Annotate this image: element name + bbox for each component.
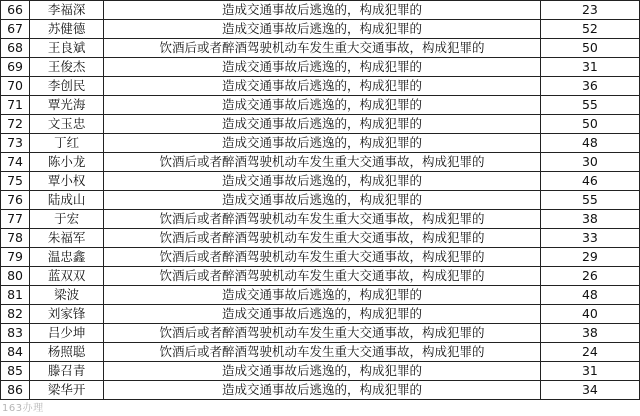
offense-cell: 造成交通事故后逃逸的，构成犯罪的 xyxy=(104,1,541,20)
table-row xyxy=(1,1,640,20)
offense-cell: 造成交通事故后逃逸的，构成犯罪的 xyxy=(104,115,541,134)
offense-cell: 饮酒后或者醉酒驾驶机动车发生重大交通事故，构成犯罪的 xyxy=(104,229,541,248)
table-row xyxy=(1,58,640,77)
age-cell: 29 xyxy=(540,248,639,267)
age-cell: 24 xyxy=(540,343,639,362)
age-cell: 31 xyxy=(540,362,639,381)
age-cell: 52 xyxy=(540,20,639,39)
name-cell: 蓝双双 xyxy=(30,267,104,286)
name-cell: 丁红 xyxy=(30,134,104,153)
row-number-cell: 69 xyxy=(1,58,30,77)
offense-cell: 饮酒后或者醉酒驾驶机动车发生重大交通事故，构成犯罪的 xyxy=(104,343,541,362)
name-cell: 滕召青 xyxy=(30,362,104,381)
table-row xyxy=(1,39,640,58)
row-number-cell: 86 xyxy=(1,381,30,400)
table-row xyxy=(1,172,640,191)
age-cell: 48 xyxy=(540,286,639,305)
offense-cell: 造成交通事故后逃逸的，构成犯罪的 xyxy=(104,362,541,381)
age-cell: 55 xyxy=(540,191,639,210)
table-row xyxy=(1,324,640,343)
row-number-cell: 66 xyxy=(1,1,30,20)
row-number-cell: 80 xyxy=(1,267,30,286)
row-number-cell: 70 xyxy=(1,77,30,96)
name-cell: 覃光海 xyxy=(30,96,104,115)
table-row xyxy=(1,229,640,248)
table-row xyxy=(1,267,640,286)
age-cell: 38 xyxy=(540,210,639,229)
table-row xyxy=(1,381,640,400)
age-cell: 48 xyxy=(540,134,639,153)
name-cell: 杨照聪 xyxy=(30,343,104,362)
table-row xyxy=(1,305,640,324)
name-cell: 陆成山 xyxy=(30,191,104,210)
table-row xyxy=(1,77,640,96)
row-number-cell: 81 xyxy=(1,286,30,305)
age-cell: 30 xyxy=(540,153,639,172)
offense-cell: 饮酒后或者醉酒驾驶机动车发生重大交通事故，构成犯罪的 xyxy=(104,248,541,267)
name-cell: 苏健德 xyxy=(30,20,104,39)
row-number-cell: 72 xyxy=(1,115,30,134)
table-row xyxy=(1,248,640,267)
offender-table-body xyxy=(1,0,640,400)
offense-cell: 造成交通事故后逃逸的，构成犯罪的 xyxy=(104,381,541,400)
age-cell: 55 xyxy=(540,96,639,115)
name-cell: 王俊杰 xyxy=(30,58,104,77)
age-cell: 50 xyxy=(540,39,639,58)
name-cell: 梁波 xyxy=(30,286,104,305)
offense-cell: 造成交通事故后逃逸的，构成犯罪的 xyxy=(104,20,541,39)
row-number-cell: 74 xyxy=(1,153,30,172)
table-row xyxy=(1,20,640,39)
name-cell: 朱福军 xyxy=(30,229,104,248)
name-cell: 梁华开 xyxy=(30,381,104,400)
table-row xyxy=(1,286,640,305)
offense-cell: 造成交通事故后逃逸的，构成犯罪的 xyxy=(104,305,541,324)
age-cell: 50 xyxy=(540,115,639,134)
table-row xyxy=(1,343,640,362)
name-cell: 吕少坤 xyxy=(30,324,104,343)
name-cell: 李福深 xyxy=(30,1,104,20)
row-number-cell: 67 xyxy=(1,20,30,39)
table-row xyxy=(1,115,640,134)
offense-cell: 饮酒后或者醉酒驾驶机动车发生重大交通事故，构成犯罪的 xyxy=(104,210,541,229)
age-cell: 33 xyxy=(540,229,639,248)
offense-cell: 造成交通事故后逃逸的，构成犯罪的 xyxy=(104,134,541,153)
row-number-cell: 68 xyxy=(1,39,30,58)
name-cell: 王良斌 xyxy=(30,39,104,58)
row-number-cell: 79 xyxy=(1,248,30,267)
offense-cell: 造成交通事故后逃逸的，构成犯罪的 xyxy=(104,191,541,210)
row-number-cell: 71 xyxy=(1,96,30,115)
table-row xyxy=(1,210,640,229)
age-cell: 46 xyxy=(540,172,639,191)
row-number-cell: 77 xyxy=(1,210,30,229)
offense-cell: 饮酒后或者醉酒驾驶机动车发生重大交通事故，构成犯罪的 xyxy=(104,324,541,343)
name-cell: 刘家锋 xyxy=(30,305,104,324)
offense-cell: 造成交通事故后逃逸的，构成犯罪的 xyxy=(104,58,541,77)
table-row xyxy=(1,153,640,172)
name-cell: 于宏 xyxy=(30,210,104,229)
age-cell: 34 xyxy=(540,381,639,400)
row-number-cell: 83 xyxy=(1,324,30,343)
offense-cell: 造成交通事故后逃逸的，构成犯罪的 xyxy=(104,77,541,96)
age-cell: 31 xyxy=(540,58,639,77)
row-number-cell: 73 xyxy=(1,134,30,153)
row-number-cell: 84 xyxy=(1,343,30,362)
table-row xyxy=(1,362,640,381)
table-row xyxy=(1,96,640,115)
offense-cell: 造成交通事故后逃逸的，构成犯罪的 xyxy=(104,172,541,191)
watermark-text: 163办理 xyxy=(2,403,44,414)
offense-cell: 造成交通事故后逃逸的，构成犯罪的 xyxy=(104,286,541,305)
name-cell: 李创民 xyxy=(30,77,104,96)
age-cell: 40 xyxy=(540,305,639,324)
offense-cell: 饮酒后或者醉酒驾驶机动车发生重大交通事故，构成犯罪的 xyxy=(104,153,541,172)
row-number-cell: 75 xyxy=(1,172,30,191)
row-number-cell: 82 xyxy=(1,305,30,324)
offense-cell: 饮酒后或者醉酒驾驶机动车发生重大交通事故，构成犯罪的 xyxy=(104,267,541,286)
age-cell: 38 xyxy=(540,324,639,343)
row-number-cell: 85 xyxy=(1,362,30,381)
offense-cell: 造成交通事故后逃逸的，构成犯罪的 xyxy=(104,96,541,115)
name-cell: 温忠鑫 xyxy=(30,248,104,267)
row-number-cell: 78 xyxy=(1,229,30,248)
row-number-cell: 76 xyxy=(1,191,30,210)
name-cell: 陈小龙 xyxy=(30,153,104,172)
table-row xyxy=(1,134,640,153)
table-row xyxy=(1,191,640,210)
offense-cell: 饮酒后或者醉酒驾驶机动车发生重大交通事故，构成犯罪的 xyxy=(104,39,541,58)
age-cell: 23 xyxy=(540,1,639,20)
age-cell: 26 xyxy=(540,267,639,286)
name-cell: 覃小权 xyxy=(30,172,104,191)
name-cell: 文玉忠 xyxy=(30,115,104,134)
age-cell: 36 xyxy=(540,77,639,96)
